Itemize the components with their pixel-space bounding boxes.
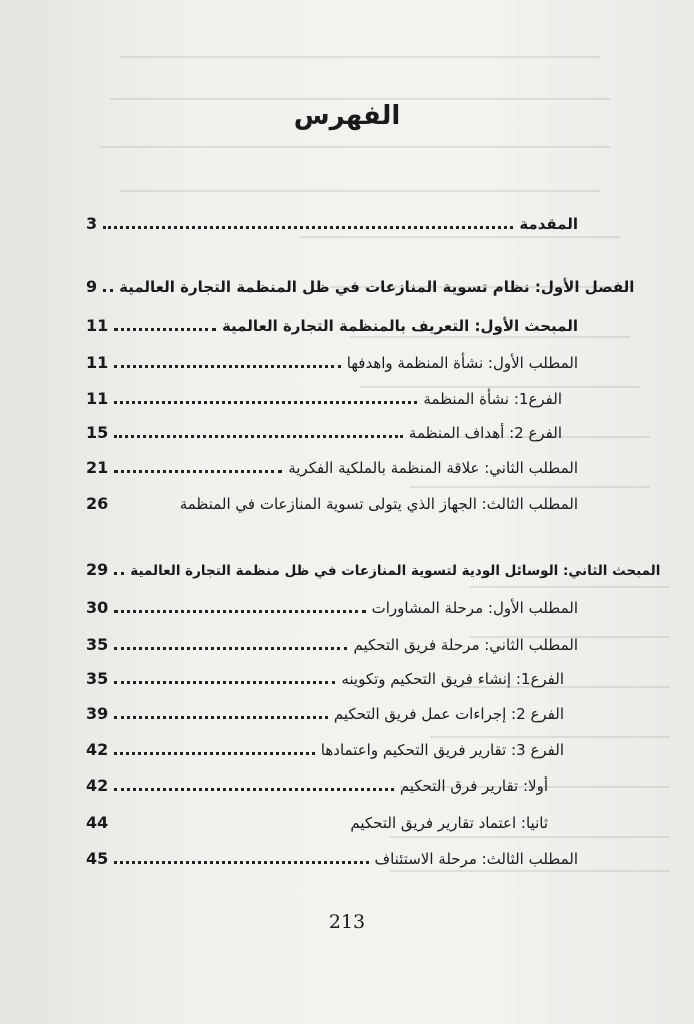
toc-leader	[103, 226, 513, 229]
toc-leader	[114, 716, 328, 719]
toc-label: الفرع1: نشأة المنظمة	[423, 390, 562, 408]
toc-label: الفرع 2: إجراءات عمل فريق التحكيم	[333, 705, 564, 723]
toc-entry	[86, 729, 564, 759]
toc-page-number: 29	[86, 560, 109, 579]
toc-label: الفصل الأول: نظام تسوية المنازعات في ظل المنظمة التجارة العالمية	[119, 278, 635, 296]
toc-entry	[86, 412, 562, 442]
toc-leader	[114, 681, 335, 684]
toc-entry	[86, 378, 562, 408]
toc-page-number: 35	[86, 669, 109, 688]
toc-page-number: 45	[86, 849, 109, 868]
toc-leader	[114, 752, 315, 755]
toc-entry	[86, 765, 548, 795]
toc-entry	[86, 447, 578, 477]
toc-leader	[114, 861, 368, 864]
toc-label: المبحث الأول: التعريف بالمنظمة التجارة العالمية	[221, 317, 578, 335]
toc-entry	[86, 693, 564, 723]
toc-entry	[86, 658, 564, 688]
toc-label: المطلب الثالث: مرحلة الاستئناف	[374, 850, 578, 868]
toc-leader	[114, 610, 365, 613]
toc-label: المطلب الأول: نشأة المنظمة واهدفها	[346, 354, 578, 372]
toc-page-number: 15	[86, 423, 109, 442]
toc-leader	[114, 788, 394, 791]
toc-page-number: 21	[86, 458, 109, 477]
toc-label: المطلب الأول: مرحلة المشاورات	[371, 599, 578, 617]
toc-page-number: 39	[86, 704, 109, 723]
page-title: الفهرس	[293, 101, 401, 131]
toc-leader	[114, 435, 403, 438]
toc-leader	[114, 647, 347, 650]
toc-entry	[86, 483, 578, 513]
toc-label: ثانيا: اعتماد تقارير فريق التحكيم	[350, 814, 548, 832]
toc-label: الفرع 3: تقارير فريق التحكيم واعتمادها	[320, 741, 564, 759]
toc-page-number: 44	[86, 813, 109, 832]
toc-label: المقدمة	[519, 215, 578, 233]
toc-page-number: 35	[86, 635, 109, 654]
toc-page-number: 9	[86, 277, 98, 296]
page-number: 213	[328, 911, 366, 933]
toc-leader	[114, 401, 417, 404]
toc-page-number: 42	[86, 776, 109, 795]
toc-label: الفرع 2: أهداف المنظمة	[408, 424, 562, 442]
toc-page-number: 11	[86, 316, 109, 335]
toc-page-number: 11	[86, 389, 109, 408]
toc-leader	[114, 572, 124, 575]
toc-page-number: 30	[86, 598, 109, 617]
toc-entry	[86, 624, 578, 654]
toc-entry	[86, 549, 661, 579]
toc-leader	[114, 470, 282, 473]
toc-entry	[86, 266, 635, 296]
toc-label: الفرع1: إنشاء فريق التحكيم وتكوينه	[341, 670, 564, 688]
toc-entry	[86, 305, 578, 335]
toc-entry	[86, 838, 578, 868]
toc-page-number: 3	[86, 214, 98, 233]
toc-label: المبحث الثاني: الوسائل الودية لتسوية المنازعات في ظل منظمة التجارة العالمية	[130, 563, 661, 579]
toc-leader	[114, 825, 344, 828]
toc-page-number: 26	[86, 494, 109, 513]
toc-label: المطلب الثاني: علاقة المنظمة بالملكية الفكرية	[288, 459, 578, 477]
toc-entry	[86, 587, 578, 617]
toc-leader	[114, 365, 341, 368]
toc-entry	[86, 802, 548, 832]
toc-label: المطلب الثاني: مرحلة فريق التحكيم	[353, 636, 578, 654]
toc-leader	[114, 328, 216, 331]
toc-leader	[114, 506, 173, 509]
toc-entry	[86, 342, 578, 372]
toc-page-number: 42	[86, 740, 109, 759]
toc-label: أولا: تقارير فرق التحكيم	[399, 777, 548, 795]
toc-leader	[103, 289, 113, 292]
toc-label: المطلب الثالث: الجهاز الذي يتولى تسوية المنازعات في المنظمة	[179, 495, 578, 513]
toc-entry	[86, 203, 578, 233]
toc-page-number: 11	[86, 353, 109, 372]
